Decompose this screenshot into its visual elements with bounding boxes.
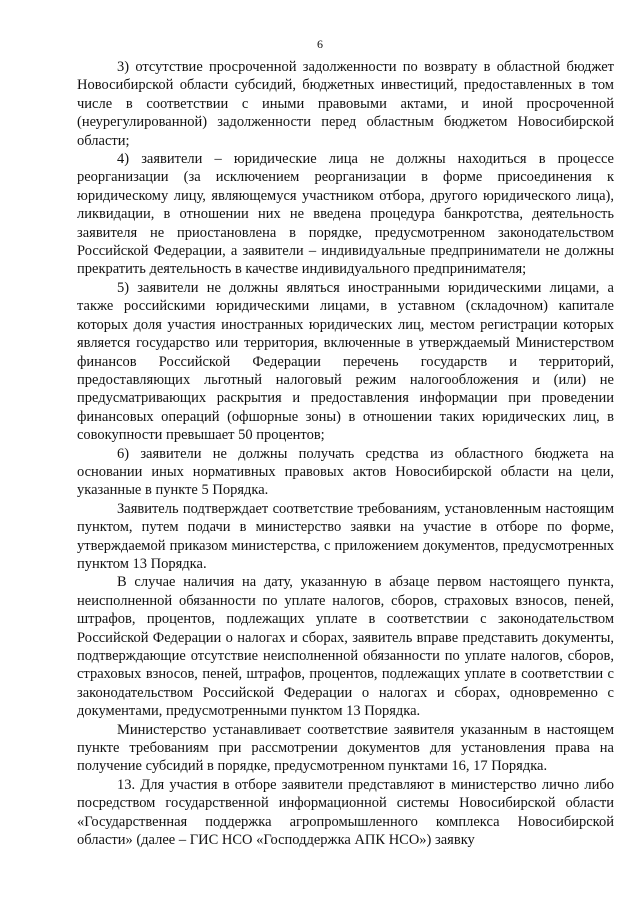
page-number: 6 — [317, 37, 323, 51]
paragraph-point-13: 13. Для участия в отборе заявители представляют в министерство лично либо посредством государственной информационной системы Новосибирской области «Государственная поддержка агропромышленного комплекса Новосибирской области» (далее – ГИС НСО «Господдержка АПК НСО») заявку — [77, 776, 614, 849]
paragraph-item-5: 5) заявители не должны являться иностранными юридическими лицами, а также российскими юридическими лицами, в уставном (складочном) капитале которых доля участия иностранных юридических лиц, местом регистрации которых является государство или территория, включенные в утверждаемый Министерством финансов Российской Федерации перечень государств и территорий, предоставляющих льготный налоговый режим налогообложения и (или) не предусматривающих раскрытия и предоставления информации при проведении финансовых операций (офшорные зоны) в отношении таких юридических лиц, в совокупности превышает 50 процентов; — [77, 279, 614, 444]
document-body — [77, 58, 614, 849]
paragraph-item-4: 4) заявители – юридические лица не должны находиться в процессе реорганизации (за исключением реорганизации в форме присоединения к юридическому лицу, являющемуся участником отбора, другого юридического лица), ликвидации, в отношении них не введена процедура банкротства, деятельность заявителя не приостановлена в порядке, предусмотренном законодательством Российской Федерации, а заявители – индивидуальные предприниматели не должны прекратить деятельность в качестве индивидуального предпринимателя; — [77, 151, 614, 278]
paragraph-applicant-confirmation: Заявитель подтверждает соответствие требованиям, установленным настоящим пунктом, путем подачи в министерство заявки на участие в отборе по форме, утверждаемой приказом министерства, с приложением документов, предусмотренных пунктом 13 Порядка. — [77, 500, 614, 572]
paragraph-outstanding-obligations: В случае наличия на дату, указанную в абзаце первом настоящего пункта, неисполненной обязанности по уплате налогов, сборов, страховых взносов, пеней, штрафов, процентов, подлежащих уплате в соответствии с законодательством Российской Федерации о налогах и сборах, заявитель вправе представить документы, подтверждающие отсутствие неисполненной обязанности по уплате налогов, сборов, страховых взносов, пеней, штрафов, процентов, подлежащих уплате в соответствии с законодательством Российской Федерации о налогах и сборах, одновременно с документами, предусмотренными пунктом 13 Порядка. — [77, 574, 614, 720]
paragraph-item-6: 6) заявители не должны получать средства из областного бюджета на основании иных нормативных правовых актов Новосибирской области на цели, указанные в пункте 5 Порядка. — [77, 445, 614, 499]
paragraph-ministry-verification: Министерство устанавливает соответствие заявителя указанным в настоящем пункте требованиям при рассмотрении документов для установления права на получение субсидий в порядке, предусмотренном пунктами 16, 17 Порядка. — [77, 721, 614, 775]
paragraph-item-3: 3) отсутствие просроченной задолженности по возврату в областной бюджет Новосибирской области субсидий, бюджетных инвестиций, предоставленных в том числе в соответствии с иными правовыми актами, и иной просроченной (неурегулированной) задолженности перед областным бюджетом Новосибирской области; — [77, 59, 614, 149]
